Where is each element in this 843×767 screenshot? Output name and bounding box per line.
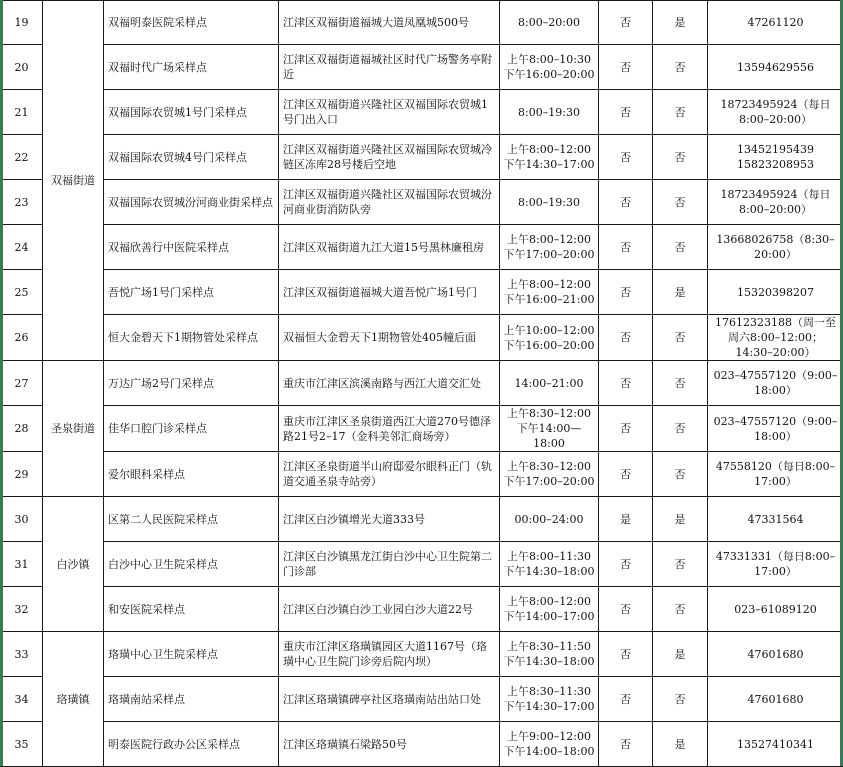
table-row	[1, 361, 843, 406]
opening-hours-cell: 上午8:30–12:00 下午14:00—18:00	[500, 406, 599, 452]
row-number-cell: 27	[1, 361, 43, 406]
table-row	[1, 406, 843, 452]
site-name-cell: 和安医院采样点	[104, 587, 279, 632]
table-row	[1, 1, 843, 45]
flag-cell-1: 否	[599, 270, 653, 315]
site-address-cell: 江津区双福街道兴隆社区双福国际农贸城1号门出入口	[279, 90, 500, 135]
opening-hours-cell: 上午8:00–11:30 下午14:30–18:00	[500, 542, 599, 587]
table-row	[1, 587, 843, 632]
row-number-cell: 35	[1, 722, 43, 767]
site-address-cell: 江津区珞璜镇碑亭社区珞璜南站出站口处	[279, 677, 500, 722]
site-address-cell: 江津区双福街道福城大道凤凰城500号	[279, 1, 500, 45]
contact-phone-cell: 13594629556	[708, 45, 843, 90]
flag-cell-1: 否	[599, 135, 653, 180]
area-cell: 圣泉街道	[43, 361, 104, 497]
site-address-cell: 江津区双福街道福城大道吾悦广场1号门	[279, 270, 500, 315]
row-number-cell: 32	[1, 587, 43, 632]
contact-phone-cell: 47331564	[708, 497, 843, 542]
table-row	[1, 45, 843, 90]
site-name-cell: 双福国际农贸城1号门采样点	[104, 90, 279, 135]
row-number-cell: 19	[1, 1, 43, 45]
row-number-cell: 34	[1, 677, 43, 722]
site-name-cell: 爱尔眼科采样点	[104, 452, 279, 497]
opening-hours-cell: 00:00–24:00	[500, 497, 599, 542]
site-name-cell: 双福明泰医院采样点	[104, 1, 279, 45]
site-address-cell: 江津区双福街道九江大道15号黑林廉租房	[279, 225, 500, 270]
contact-phone-cell: 023–47557120（9:00–18:00）	[708, 406, 843, 452]
site-name-cell: 明泰医院行政办公区采样点	[104, 722, 279, 767]
contact-phone-cell: 023–47557120（9:00–18:00）	[708, 361, 843, 406]
contact-phone-cell: 15320398207	[708, 270, 843, 315]
contact-phone-cell: 47331331（每日8:00–17:00）	[708, 542, 843, 587]
site-address-cell: 江津区圣泉街道半山府邸爱尔眼科正门（轨道交通圣泉寺站旁）	[279, 452, 500, 497]
table-body	[1, 1, 843, 767]
row-number-cell: 25	[1, 270, 43, 315]
flag-cell-2: 否	[653, 45, 708, 90]
flag-cell-2: 否	[653, 90, 708, 135]
site-name-cell: 白沙中心卫生院采样点	[104, 542, 279, 587]
site-address-cell: 江津区白沙镇增光大道333号	[279, 497, 500, 542]
site-address-cell: 重庆市江津区珞璜镇园区大道1167号（珞璜中心卫生院门诊旁后院内坝）	[279, 632, 500, 677]
row-number-cell: 29	[1, 452, 43, 497]
flag-cell-2: 是	[653, 632, 708, 677]
opening-hours-cell: 上午8:30–11:30 下午14:30–17:00	[500, 677, 599, 722]
flag-cell-1: 否	[599, 587, 653, 632]
flag-cell-2: 是	[653, 722, 708, 767]
site-name-cell: 双福国际农贸城4号门采样点	[104, 135, 279, 180]
site-name-cell: 珞璜中心卫生院采样点	[104, 632, 279, 677]
row-number-cell: 23	[1, 180, 43, 225]
flag-cell-2: 否	[653, 315, 708, 361]
table-row	[1, 542, 843, 587]
opening-hours-cell: 上午8:00–10:30 下午16:00–20:00	[500, 45, 599, 90]
table-row	[1, 90, 843, 135]
table-row	[1, 722, 843, 767]
site-name-cell: 双福欣善行中医院采样点	[104, 225, 279, 270]
site-name-cell: 佳华口腔门诊采样点	[104, 406, 279, 452]
site-address-cell: 江津区双福街道兴隆社区双福国际农贸城冷链区冻库28号楼后空地	[279, 135, 500, 180]
flag-cell-1: 否	[599, 90, 653, 135]
opening-hours-cell: 上午8:00–12:00 下午14:30–17:00	[500, 135, 599, 180]
contact-phone-cell: 47558120（每日8:00–17:00）	[708, 452, 843, 497]
flag-cell-2: 是	[653, 497, 708, 542]
flag-cell-2: 否	[653, 677, 708, 722]
flag-cell-2: 否	[653, 180, 708, 225]
flag-cell-2: 否	[653, 452, 708, 497]
flag-cell-2: 是	[653, 1, 708, 45]
flag-cell-1: 否	[599, 315, 653, 361]
flag-cell-2: 否	[653, 361, 708, 406]
flag-cell-1: 否	[599, 406, 653, 452]
opening-hours-cell: 上午8:30–11:50 下午14:30–18:00	[500, 632, 599, 677]
row-number-cell: 21	[1, 90, 43, 135]
contact-phone-cell: 13527410341	[708, 722, 843, 767]
row-number-cell: 33	[1, 632, 43, 677]
table-row	[1, 315, 843, 361]
flag-cell-1: 否	[599, 677, 653, 722]
contact-phone-cell: 023–61089120	[708, 587, 843, 632]
flag-cell-1: 否	[599, 542, 653, 587]
row-number-cell: 31	[1, 542, 43, 587]
site-name-cell: 吾悦广场1号门采样点	[104, 270, 279, 315]
site-address-cell: 江津区双福街道兴隆社区双福国际农贸城汾河商业街消防队旁	[279, 180, 500, 225]
opening-hours-cell: 8:00–19:30	[500, 180, 599, 225]
contact-phone-cell: 18723495924（每日8:00–20:00）	[708, 180, 843, 225]
flag-cell-2: 是	[653, 270, 708, 315]
site-name-cell: 区第二人民医院采样点	[104, 497, 279, 542]
flag-cell-1: 否	[599, 180, 653, 225]
opening-hours-cell: 8:00–20:00	[500, 1, 599, 45]
table-row	[1, 497, 843, 542]
row-number-cell: 22	[1, 135, 43, 180]
flag-cell-1: 否	[599, 632, 653, 677]
contact-phone-cell: 13668026758（8:30–20:00）	[708, 225, 843, 270]
table-row	[1, 632, 843, 677]
area-cell: 珞璜镇	[43, 632, 104, 767]
row-number-cell: 30	[1, 497, 43, 542]
contact-phone-cell: 47601680	[708, 677, 843, 722]
site-address-cell: 江津区白沙镇白沙工业园白沙大道22号	[279, 587, 500, 632]
table-row	[1, 677, 843, 722]
flag-cell-1: 否	[599, 361, 653, 406]
table-row	[1, 270, 843, 315]
opening-hours-cell: 上午9:00–12:00 下午14:00–18:00	[500, 722, 599, 767]
flag-cell-1: 否	[599, 45, 653, 90]
table-row	[1, 135, 843, 180]
opening-hours-cell: 8:00–19:30	[500, 90, 599, 135]
area-cell: 白沙镇	[43, 497, 104, 632]
flag-cell-2: 否	[653, 542, 708, 587]
table-row	[1, 452, 843, 497]
flag-cell-1: 是	[599, 497, 653, 542]
row-number-cell: 24	[1, 225, 43, 270]
flag-cell-2: 否	[653, 135, 708, 180]
flag-cell-2: 否	[653, 225, 708, 270]
opening-hours-cell: 上午8:00–12:00 下午14:00–17:00	[500, 587, 599, 632]
site-address-cell: 江津区白沙镇黑龙江街白沙中心卫生院第二门诊部	[279, 542, 500, 587]
area-cell: 双福街道	[43, 1, 104, 361]
row-number-cell: 28	[1, 406, 43, 452]
flag-cell-1: 否	[599, 1, 653, 45]
opening-hours-cell: 上午8:00–12:00 下午16:00–21:00	[500, 270, 599, 315]
site-name-cell: 恒大金碧天下1期物管处采样点	[104, 315, 279, 361]
contact-phone-cell: 47601680	[708, 632, 843, 677]
flag-cell-2: 否	[653, 587, 708, 632]
contact-phone-cell: 18723495924（每日8:00–20:00）	[708, 90, 843, 135]
table-row	[1, 225, 843, 270]
contact-phone-cell: 47261120	[708, 1, 843, 45]
contact-phone-cell: 17612323188（周一至周六8:00–12:00；14:30–20:00）	[708, 315, 843, 361]
opening-hours-cell: 上午10:00–12:00 下午16:00–20:00	[500, 315, 599, 361]
flag-cell-1: 否	[599, 452, 653, 497]
site-address-cell: 重庆市江津区滨溪南路与西江大道交汇处	[279, 361, 500, 406]
site-name-cell: 双福时代广场采样点	[104, 45, 279, 90]
flag-cell-1: 否	[599, 722, 653, 767]
site-address-cell: 重庆市江津区圣泉街道西江大道270号德泽路21号2–17（金科美邻汇商场旁）	[279, 406, 500, 452]
site-address-cell: 江津区珞璜镇石梁路50号	[279, 722, 500, 767]
opening-hours-cell: 上午8:30–12:00 下午17:00–20:00	[500, 452, 599, 497]
site-address-cell: 双福恒大金碧天下1期物管处405幢后面	[279, 315, 500, 361]
contact-phone-cell: 13452195439 15823208953	[708, 135, 843, 180]
site-name-cell: 万达广场2号门采样点	[104, 361, 279, 406]
site-name-cell: 双福国际农贸城汾河商业街采样点	[104, 180, 279, 225]
row-number-cell: 20	[1, 45, 43, 90]
opening-hours-cell: 14:00–21:00	[500, 361, 599, 406]
table-row	[1, 180, 843, 225]
site-address-cell: 江津区双福街道福城社区时代广场警务亭附近	[279, 45, 500, 90]
row-number-cell: 26	[1, 315, 43, 361]
flag-cell-2: 否	[653, 406, 708, 452]
flag-cell-1: 否	[599, 225, 653, 270]
site-name-cell: 珞璜南站采样点	[104, 677, 279, 722]
opening-hours-cell: 上午8:00–12:00 下午17:00–20:00	[500, 225, 599, 270]
